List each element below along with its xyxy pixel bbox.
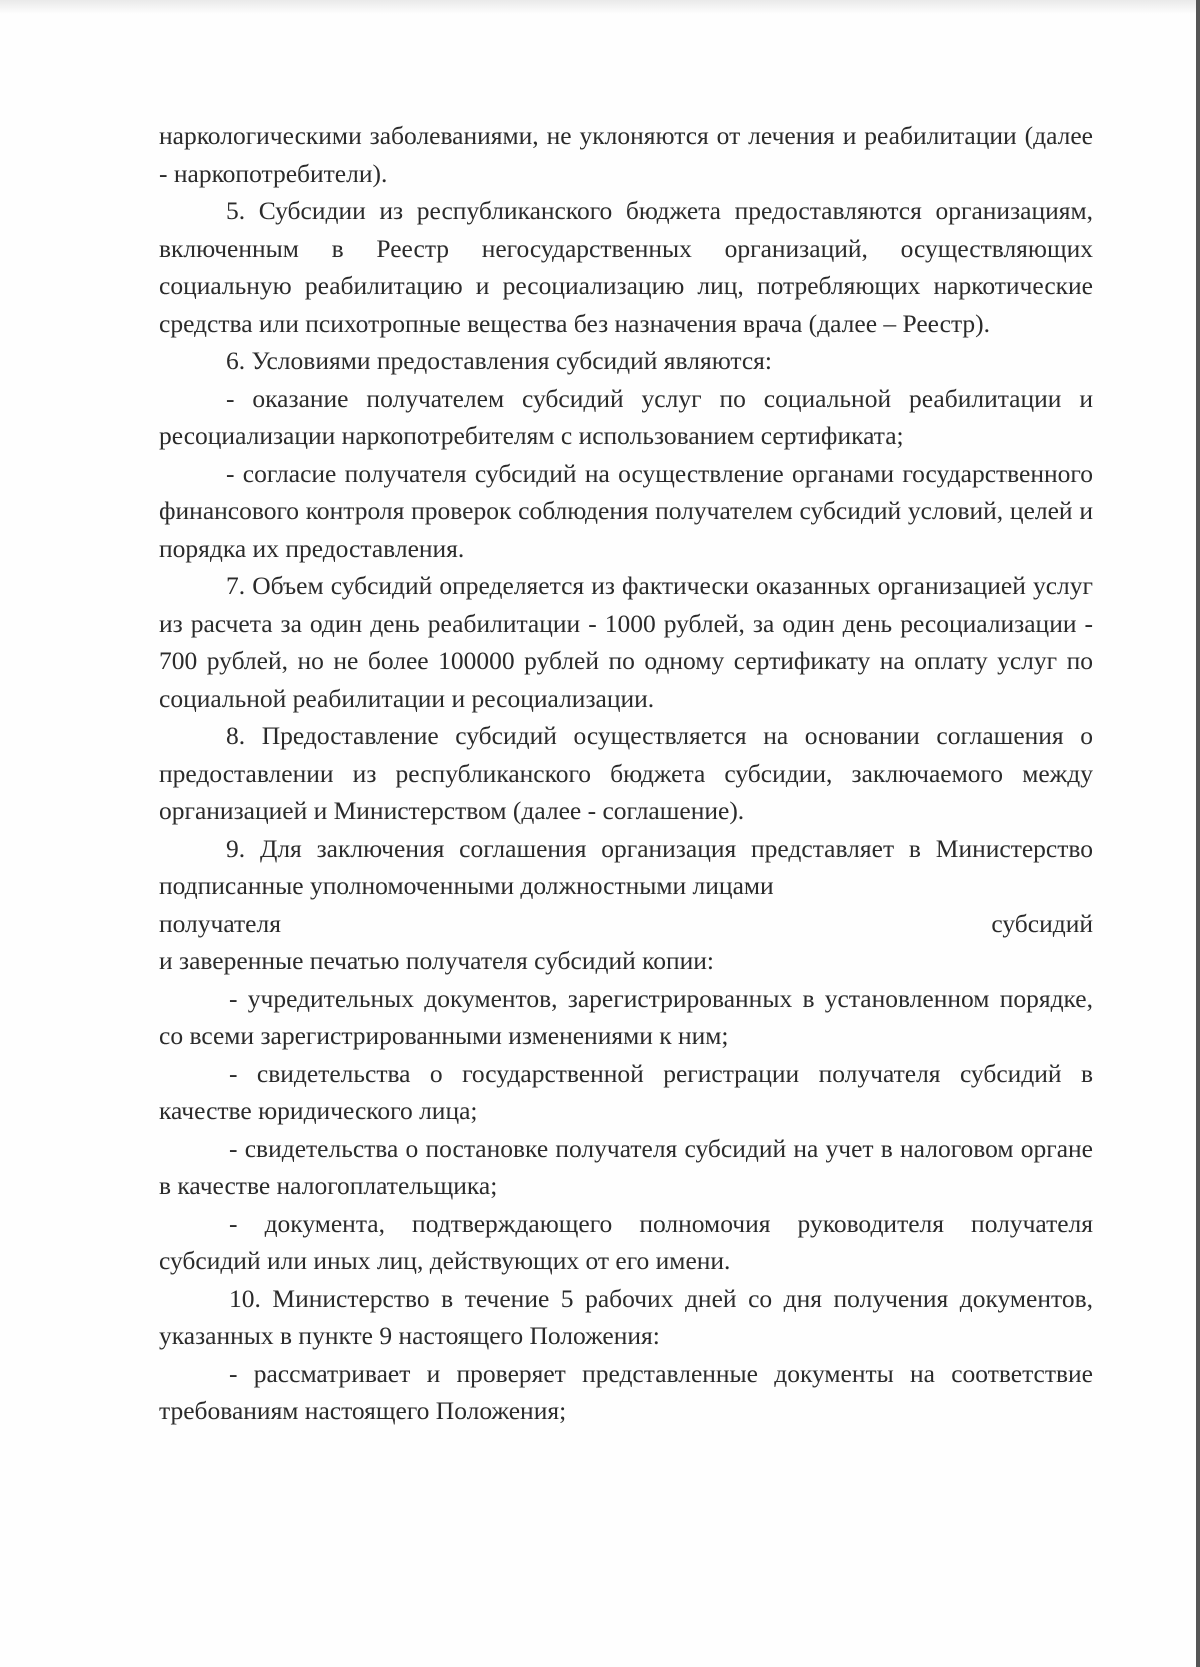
paragraph-5: 5. Субсидии из республиканского бюджета предоставляются организациям, включенным в Реестр негосударственных организаций, осуществляющих социальную реабилитацию и ресоциализацию лиц, потребляющих наркотические средства или психотропные вещества без назначения врача (далее – Реестр). [159,196,1093,338]
paragraph-9-item-2: - свидетельства о государственной регистрации получателя субсидий в качестве юридического лица; [159,1058,1093,1125]
paragraph-10-item-1: - рассматривает и проверяет представленные документы на соответствие требованиям настоящего Положения; [159,1358,1093,1425]
paragraph-9-item-4: - документа, подтверждающего полномочия руководителя получателя субсидий или иных лиц, действующих от его имени. [159,1208,1093,1275]
paragraph-6: 6. Условиями предоставления субсидий являются: [226,346,772,375]
paragraph-6-item-2: - согласие получателя субсидий на осуществление органами государственного финансового контроля проверок соблюдения получателем субсидий условий, целей и порядка их предоставления. [159,458,1093,563]
paragraph-9-item-3: - свидетельства о постановке получателя субсидий на учет в налоговом органе в качестве налогоплательщика; [159,1133,1093,1200]
paragraph-8: 8. Предоставление субсидий осуществляется на основании соглашения о предоставлении из республиканского бюджета субсидии, заключаемого между организацией и Министерством (далее - соглашение). [159,721,1093,825]
paragraph-6-item-1: - оказание получателем субсидий услуг по социальной реабилитации и ресоциализации наркопотребителям с использованием сертификата; [159,383,1093,450]
paragraph-9: 9. Для заключения соглашения организация представляет в Министерство подписанные уполномоченными должностными лицами [159,833,1093,900]
split-line-left: получателя [159,908,281,938]
scan-shadow-top [0,0,1200,14]
document-body [159,117,1093,1430]
paragraph-continuation: наркологическими заболеваниями, не уклоняются от лечения и реабилитации (далее - наркопотребители). [159,121,1093,188]
scan-shadow-right [1196,0,1200,1667]
split-line-right: субсидий [991,908,1093,938]
paragraph-9-item-1: - учредительных документов, зарегистрированных в установленном порядке, со всеми зарегистрированными изменениями к ним; [159,983,1093,1050]
paragraph-9-split-line [159,905,1093,943]
paragraph-9-continuation: и заверенные печатью получателя субсидий копии: [159,946,714,975]
paragraph-10: 10. Министерство в течение 5 рабочих дней со дня получения документов, указанных в пункте 9 настоящего Положения: [159,1283,1093,1350]
paragraph-7: 7. Объем субсидий определяется из фактически оказанных организацией услуг из расчета за один день реабилитации - 1000 рублей, за один день ресоциализации - 700 рублей, но не более 100000 рублей по одному сертификату на оплату услуг по социальной реабилитации и ресоциализации. [159,571,1093,713]
